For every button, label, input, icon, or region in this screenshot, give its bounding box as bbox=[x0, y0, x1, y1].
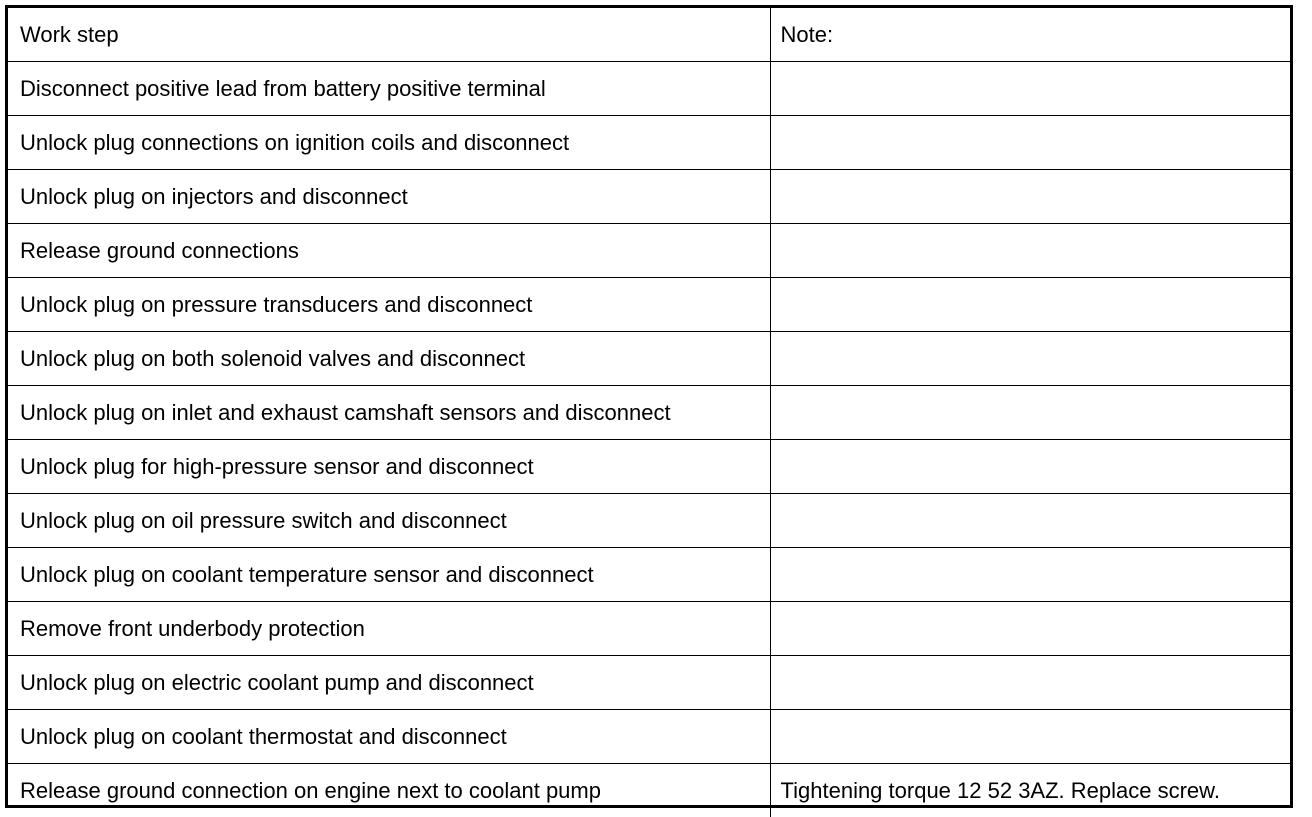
table-row bbox=[8, 710, 1290, 764]
work-step-cell: Unlock plug on coolant temperature sensor and disconnect bbox=[8, 548, 770, 602]
table-row bbox=[8, 170, 1290, 224]
work-step-table-frame bbox=[5, 5, 1293, 808]
work-step-cell: Remove front underbody protection bbox=[8, 602, 770, 656]
work-step-cell: Unlock plug on injectors and disconnect bbox=[8, 170, 770, 224]
note-cell: Tightening torque 12 52 3AZ. Replace screw. bbox=[770, 764, 1290, 817]
table-row bbox=[8, 656, 1290, 710]
work-step-cell: Unlock plug on coolant thermostat and disconnect bbox=[8, 710, 770, 764]
work-step-table bbox=[8, 8, 1290, 817]
note-cell bbox=[770, 710, 1290, 764]
table-row bbox=[8, 62, 1290, 116]
note-cell bbox=[770, 656, 1290, 710]
table-row bbox=[8, 332, 1290, 386]
note-cell bbox=[770, 62, 1290, 116]
note-cell bbox=[770, 494, 1290, 548]
table-row bbox=[8, 548, 1290, 602]
work-step-cell: Release ground connections bbox=[8, 224, 770, 278]
note-cell bbox=[770, 602, 1290, 656]
note-cell bbox=[770, 386, 1290, 440]
note-cell bbox=[770, 224, 1290, 278]
table-header-row bbox=[8, 8, 1290, 62]
table-row bbox=[8, 386, 1290, 440]
table-row bbox=[8, 440, 1290, 494]
work-step-cell: Unlock plug on inlet and exhaust camshaft sensors and disconnect bbox=[8, 386, 770, 440]
note-cell bbox=[770, 116, 1290, 170]
table-row bbox=[8, 278, 1290, 332]
note-cell bbox=[770, 548, 1290, 602]
work-step-cell: Unlock plug connections on ignition coils and disconnect bbox=[8, 116, 770, 170]
note-cell bbox=[770, 278, 1290, 332]
work-step-cell: Unlock plug on pressure transducers and disconnect bbox=[8, 278, 770, 332]
work-step-cell: Unlock plug for high-pressure sensor and disconnect bbox=[8, 440, 770, 494]
note-cell bbox=[770, 332, 1290, 386]
table-row bbox=[8, 764, 1290, 817]
table-row bbox=[8, 116, 1290, 170]
work-step-column-header: Work step bbox=[8, 8, 770, 62]
table-row bbox=[8, 602, 1290, 656]
note-column-header: Note: bbox=[770, 8, 1290, 62]
note-cell bbox=[770, 440, 1290, 494]
work-step-cell: Unlock plug on electric coolant pump and disconnect bbox=[8, 656, 770, 710]
work-step-cell: Disconnect positive lead from battery positive terminal bbox=[8, 62, 770, 116]
note-cell bbox=[770, 170, 1290, 224]
work-step-cell: Unlock plug on both solenoid valves and disconnect bbox=[8, 332, 770, 386]
table-row bbox=[8, 224, 1290, 278]
work-step-cell: Unlock plug on oil pressure switch and disconnect bbox=[8, 494, 770, 548]
work-step-cell: Release ground connection on engine next to coolant pump bbox=[8, 764, 770, 817]
table-row bbox=[8, 494, 1290, 548]
